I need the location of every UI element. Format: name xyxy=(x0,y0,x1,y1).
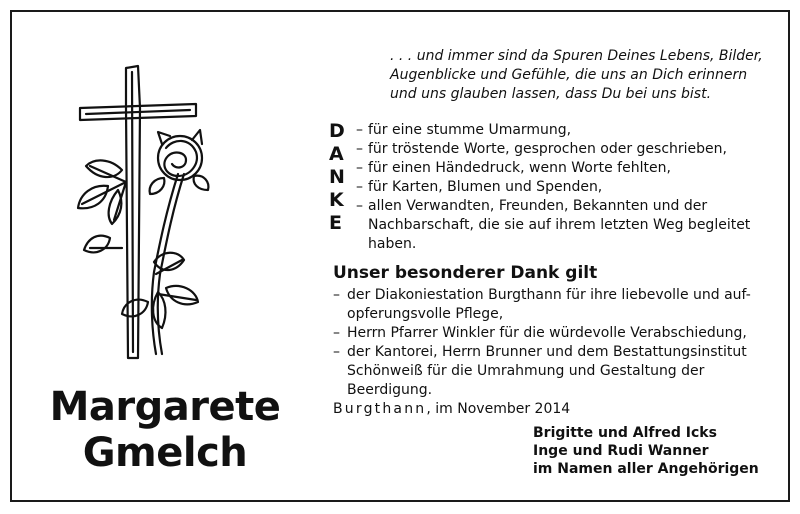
acrostic-letter: A xyxy=(329,143,344,165)
place: Burgthann xyxy=(333,401,427,417)
quote-line: und uns glauben lassen, dass Du bei uns bist. xyxy=(390,86,712,102)
list-item: – der Kantorei, Herrn Brunner und dem Bestattungsinstitut xyxy=(333,344,747,360)
thanks-list xyxy=(356,121,776,254)
list-item-continuation: Schönweiß für die Umrahmung und Gestaltung der xyxy=(347,363,705,379)
list-item: – für tröstende Worte, gesprochen oder geschrieben, xyxy=(356,141,727,157)
list-item: – für eine stumme Umarmung, xyxy=(356,122,572,138)
deceased-last-name: Gmelch xyxy=(82,430,248,476)
list-item-continuation: opferungsvolle Pflege, xyxy=(347,306,504,322)
acrostic-letter: N xyxy=(329,166,345,188)
quote-line: . . . und immer sind da Spuren Deines Lebens, Bilder, xyxy=(390,48,763,64)
list-item-continuation: haben. xyxy=(368,236,417,252)
quote-line: Augenblicke und Gefühle, die uns an Dich erinnern xyxy=(390,67,748,83)
acrostic-letter: K xyxy=(329,189,344,211)
acrostic-letter: E xyxy=(329,212,342,234)
signatures xyxy=(533,424,783,478)
list-item: – der Diakoniestation Burgthann für ihre liebevolle und auf- xyxy=(333,287,751,303)
list-item: – für Karten, Blumen und Spenden, xyxy=(356,179,603,195)
signature-line: Brigitte und Alfred Icks xyxy=(533,425,717,441)
list-item: – für einen Händedruck, wenn Worte fehlten, xyxy=(356,160,671,176)
cross-with-rose-icon xyxy=(62,62,212,362)
acrostic-letter: D xyxy=(329,120,345,142)
date: , im November 2014 xyxy=(426,401,571,417)
list-item-continuation: Nachbarschaft, die sie auf ihrem letzten Weg begleitet xyxy=(368,217,751,233)
special-thanks-heading: Unser besonderer Dank gilt xyxy=(333,263,598,283)
danke-acrostic xyxy=(329,120,349,235)
list-item: – allen Verwandten, Freunden, Bekannten und der xyxy=(356,198,708,214)
memorial-quote xyxy=(390,47,770,104)
list-item: – Herrn Pfarrer Winkler für die würdevolle Verabschiedung, xyxy=(333,325,747,341)
signature-line: im Namen aller Angehörigen xyxy=(533,461,759,477)
special-thanks-list xyxy=(333,286,773,400)
deceased-first-name: Margarete xyxy=(49,384,281,430)
signature-line: Inge und Rudi Wanner xyxy=(533,443,709,459)
list-item-continuation: Beerdigung. xyxy=(347,382,433,398)
place-and-date xyxy=(333,400,570,419)
